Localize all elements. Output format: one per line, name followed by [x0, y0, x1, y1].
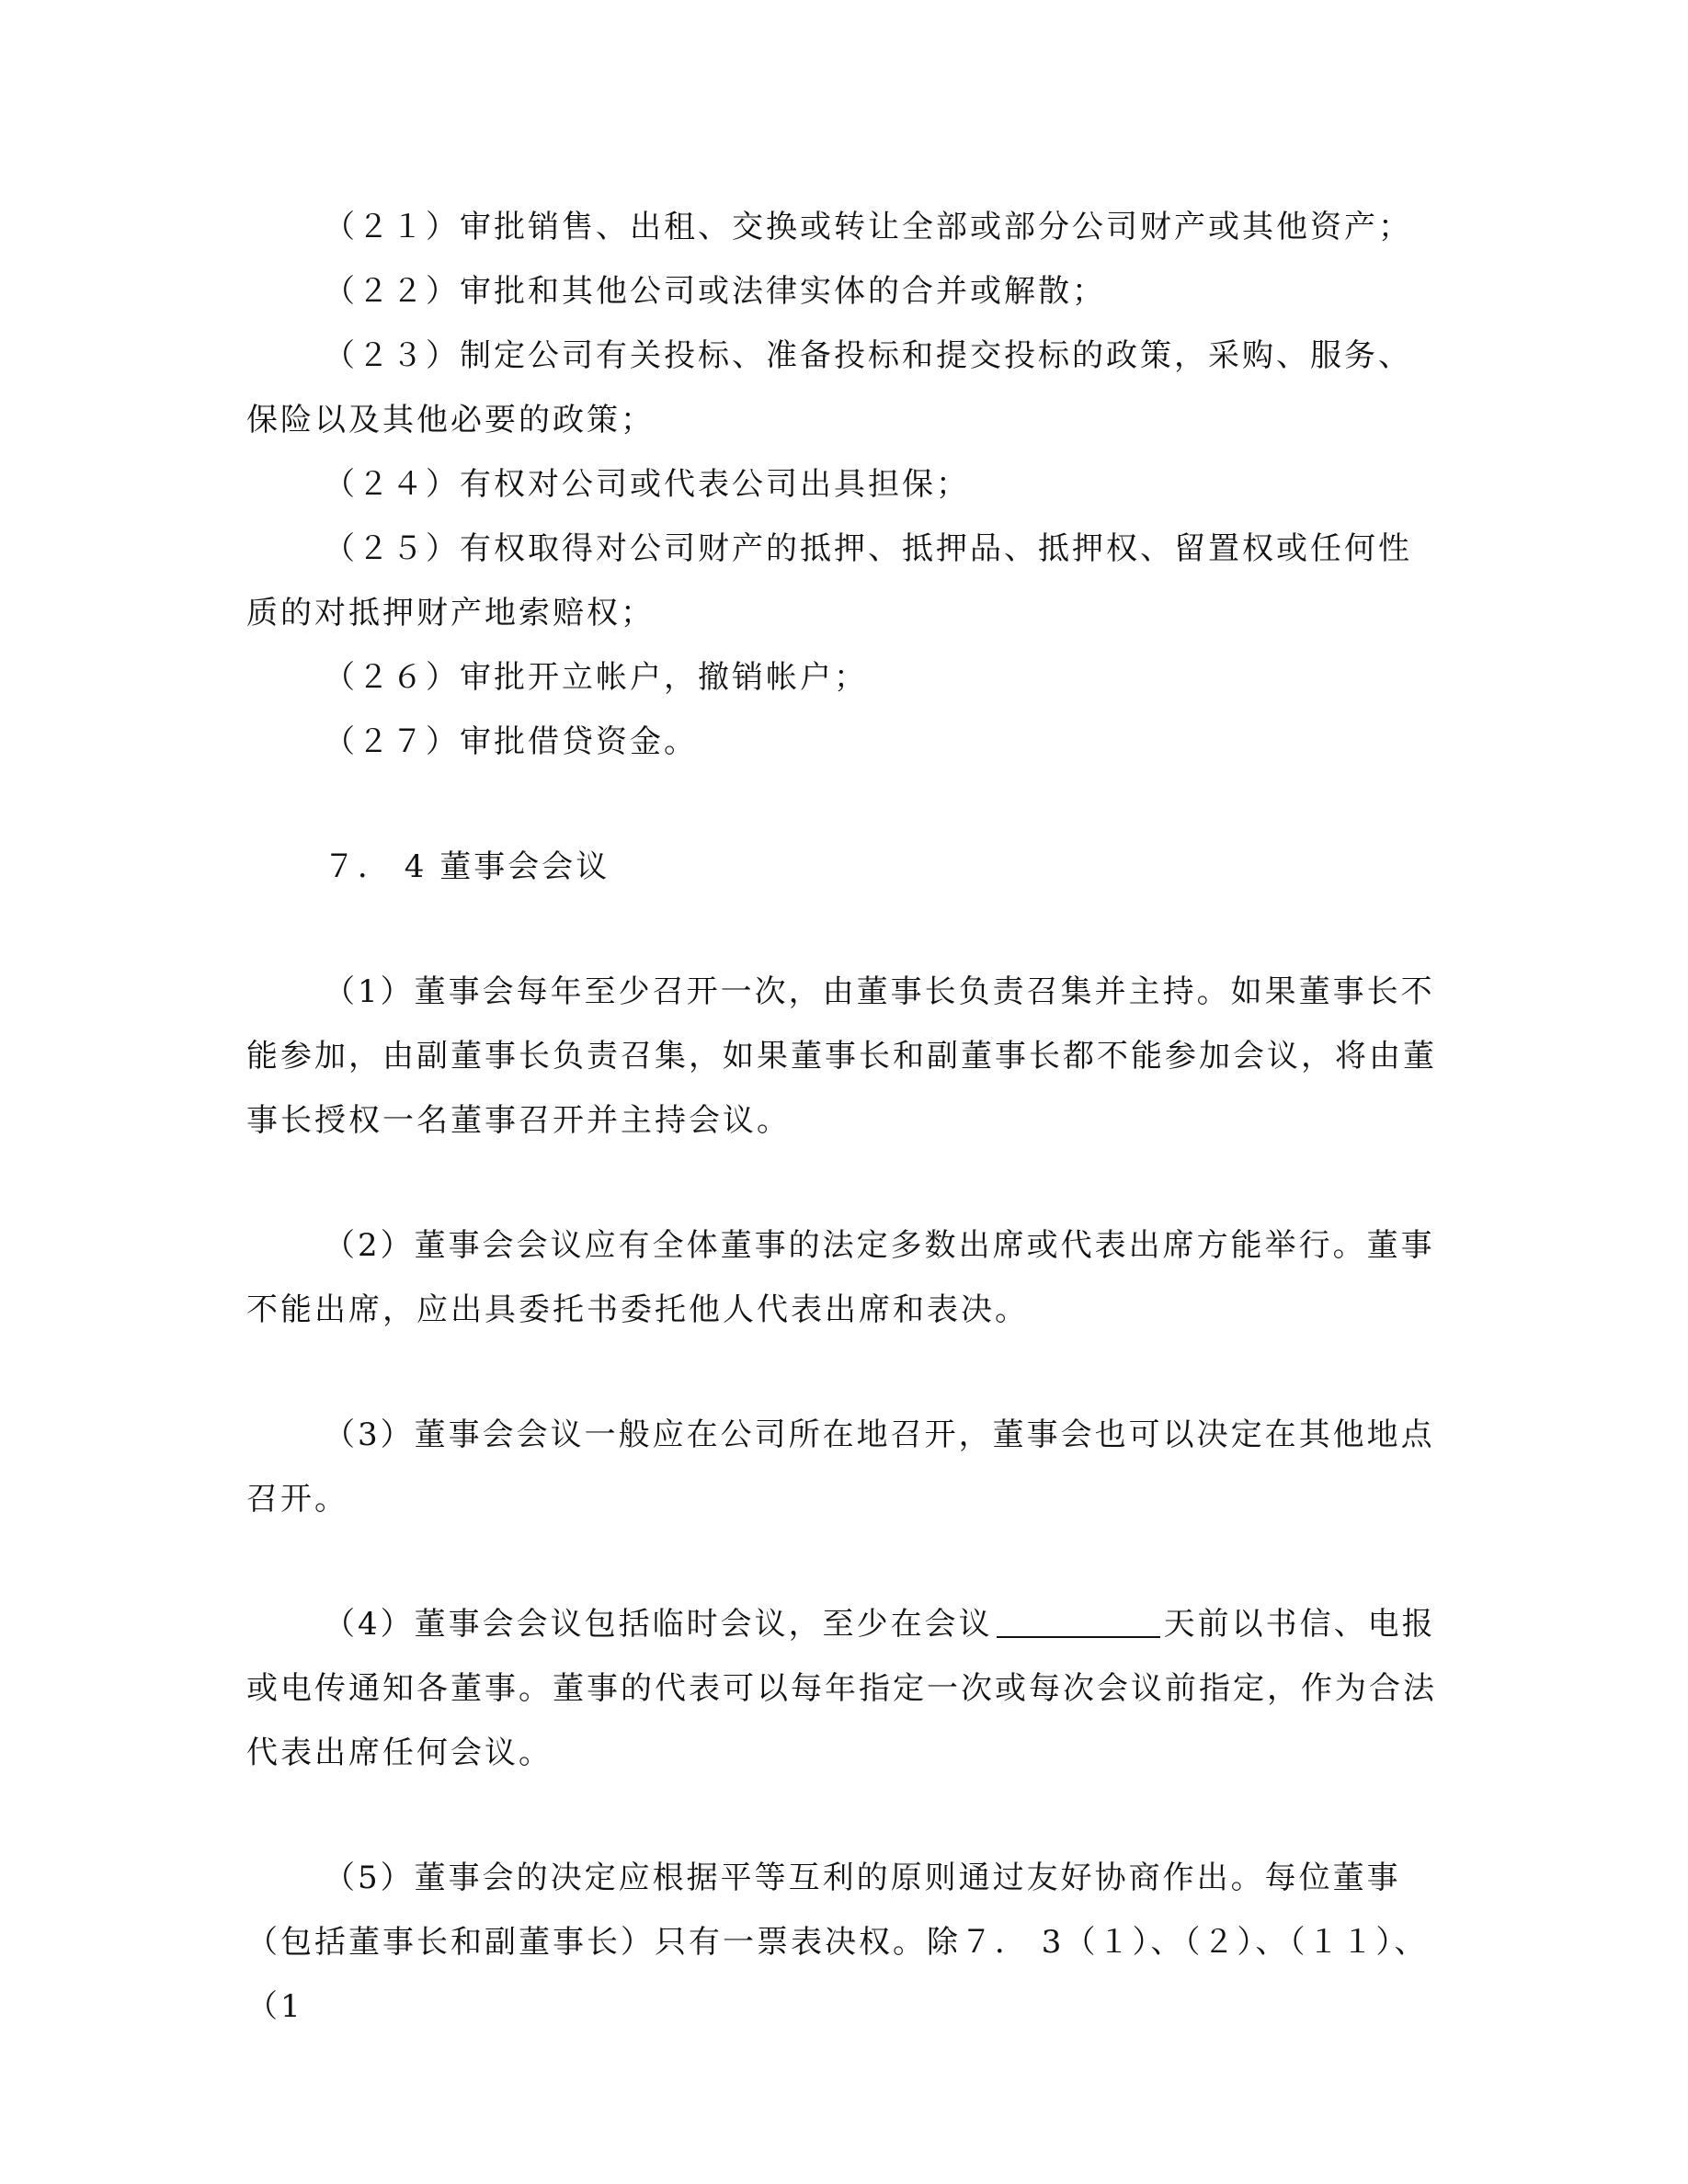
list-item-24: （２４）有权对公司或代表公司出具担保； — [324, 466, 970, 503]
paragraph-4-before-blank: （4）董事会会议包括临时会议，至少在会议 — [324, 1606, 993, 1643]
paragraph-2: （2）董事会会议应有全体董事的法定多数出席或代表出席方能举行。董事不能出席，应出具委托书委托他人代表出席和表决。 — [246, 1227, 1435, 1328]
paragraph-3: （3）董事会会议一般应在公司所在地召开，董事会也可以决定在其他地点召开。 — [246, 1416, 1435, 1518]
fill-in-blank — [997, 1605, 1160, 1638]
paragraph-1: （1）董事会每年至少召开一次，由董事长负责召集并主持。如果董事长不能参加，由副董事长负责召集，如果董事长和副董事长都不能参加会议，将由董事长授权一名董事召开并主持会议。 — [246, 973, 1437, 1139]
list-item-26: （２６）审批开立帐户，撤销帐户； — [324, 659, 868, 696]
list-item-25: （２５）有权取得对公司财产的抵押、抵押品、抵押权、留置权或任何性质的对抵押财产地索赔权； — [246, 530, 1412, 631]
section-heading: ７． 4 董事会会议 — [324, 848, 610, 885]
list-item-22: （２２）审批和其他公司或法律实体的合并或解散； — [324, 273, 1106, 310]
list-item-21: （２１）审批销售、出租、交换或转让全部或部分公司财产或其他资产； — [324, 209, 1412, 245]
document-content — [246, 195, 1443, 2039]
list-item-27: （２７）审批借贷资金。 — [324, 723, 698, 760]
paragraph-4-after-blank: 天前以书信、电报或电传通知各董事。董事的代表可以每年指定一次或每次会议前指定，作为合法代表出席任何会议。 — [246, 1606, 1437, 1771]
paragraph-5: （5）董事会的决定应根据平等互利的原则通过友好协商作出。每位董事（包括董事长和副董事长）只有一票表决权。除７． 3（１）、（２）、（１１）、（1 — [246, 1860, 1429, 2025]
paragraph-4 — [246, 1592, 1443, 1785]
list-item-23: （２３）制定公司有关投标、准备投标和提交投标的政策，采购、服务、保险以及其他必要的政策； — [246, 337, 1412, 438]
